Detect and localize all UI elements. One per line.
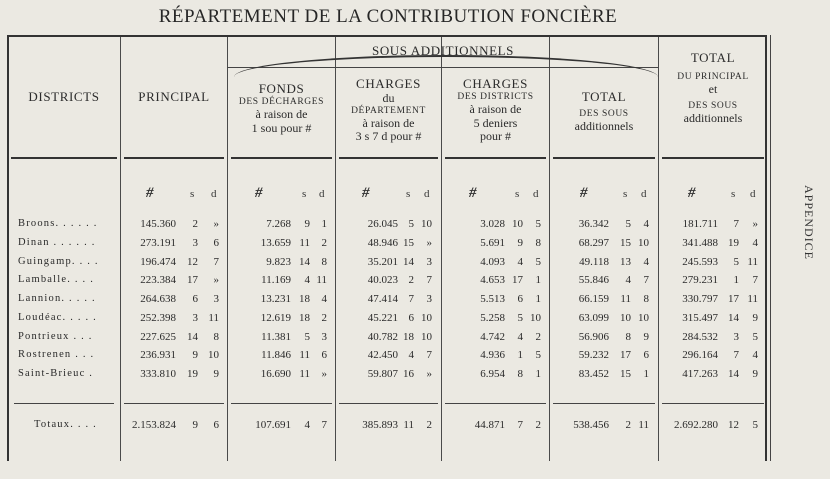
amount-deniers: 2	[321, 311, 327, 324]
amount-sous: 17	[512, 274, 523, 287]
unit-sous: s	[515, 188, 520, 200]
header-line: à raison de	[255, 106, 308, 121]
total-deniers: 11	[638, 419, 649, 431]
amount-sous: 19	[728, 236, 739, 249]
header-line: 3 s 7 d pour #	[355, 129, 422, 144]
amount-livres: 42.450	[367, 349, 398, 362]
header-principal: PRINCIPAL	[138, 89, 210, 104]
amount-sous: 6	[192, 293, 198, 305]
district-name: Lamballe. . . .	[18, 274, 95, 286]
amount-livres: 16.690	[260, 368, 291, 380]
unit-sous: s	[190, 188, 195, 200]
amount-deniers: 10	[638, 236, 649, 249]
amount-sous: 14	[299, 255, 310, 268]
amount-deniers: 9	[213, 368, 219, 380]
amount-deniers: 1	[321, 218, 327, 230]
amount-livres: 66.159	[578, 293, 609, 305]
header-line: additionnels	[574, 118, 634, 133]
amount-livres: 4.653	[480, 274, 505, 287]
side-label: APPENDICE	[802, 185, 816, 261]
amount-deniers: 10	[208, 349, 219, 362]
district-name: Saint-Brieuc .	[18, 368, 94, 379]
amount-deniers: »	[426, 368, 432, 380]
amount-sous: 13	[620, 255, 631, 268]
amount-livres: 284.532	[682, 330, 718, 343]
amount-sous: 6	[408, 311, 414, 324]
amount-livres: 252.398	[140, 311, 176, 324]
totals-rule	[662, 403, 764, 404]
amount-livres: 223.384	[140, 274, 176, 287]
amount-deniers: 8	[643, 293, 649, 305]
amount-livres: 11.381	[261, 330, 291, 343]
amount-sous: 11	[620, 293, 631, 305]
amount-livres: 40.782	[367, 330, 398, 343]
amount-sous: 2	[192, 218, 198, 230]
unit-livres: #	[469, 185, 477, 201]
district-name: Guingamp. . . .	[18, 255, 99, 267]
total-sous: 4	[304, 419, 310, 431]
header-line: DES DISTRICTS	[457, 91, 534, 102]
amount-deniers: 9	[752, 311, 758, 324]
amount-deniers: 1	[535, 274, 541, 287]
amount-sous: 18	[403, 330, 414, 343]
unit-livres: #	[146, 185, 154, 201]
header-line: DES SOUS	[579, 108, 629, 119]
amount-livres: 45.221	[367, 311, 398, 324]
amount-sous: 3	[733, 330, 739, 343]
header-rule	[662, 157, 764, 159]
amount-livres: 5.691	[480, 236, 505, 249]
header-sous-additionnels: SOUS ADDITIONNELS	[371, 43, 514, 58]
amount-deniers: 5	[535, 255, 541, 268]
header-rule	[231, 157, 332, 159]
amount-sous: 10	[512, 218, 523, 230]
header-rule	[339, 157, 438, 159]
amount-livres: 279.231	[682, 274, 718, 287]
amount-deniers: 11	[747, 255, 758, 268]
amount-deniers: 5	[535, 218, 541, 230]
amount-sous: 5	[625, 218, 631, 230]
amount-sous: 11	[299, 349, 310, 362]
amount-livres: 236.931	[140, 349, 176, 362]
total-sous: 11	[403, 419, 414, 431]
header-line: DES DÉCHARGES	[238, 96, 325, 107]
amount-deniers: »	[752, 218, 758, 230]
unit-deniers: d	[750, 188, 756, 200]
amount-deniers: 10	[421, 218, 432, 230]
amount-deniers: 5	[752, 330, 758, 343]
amount-deniers: 6	[213, 236, 219, 249]
amount-sous: 17	[620, 349, 631, 362]
amount-livres: 7.268	[266, 218, 291, 230]
total-livres: 2.692.280	[674, 419, 718, 431]
totals-rule	[553, 403, 655, 404]
amount-sous: 4	[517, 330, 523, 343]
unit-deniers: d	[211, 188, 217, 200]
amount-livres: 296.164	[682, 349, 718, 362]
amount-livres: 6.954	[480, 368, 505, 380]
amount-sous: 12	[187, 255, 198, 268]
header-line: DES SOUS	[688, 100, 738, 111]
unit-sous: s	[623, 188, 628, 200]
amount-livres: 315.497	[682, 311, 718, 324]
amount-sous: 8	[517, 368, 523, 380]
amount-deniers: 3	[321, 330, 327, 343]
amount-sous: 7	[733, 218, 739, 230]
unit-sous: s	[406, 188, 411, 200]
header-line: TOTAL	[581, 89, 627, 104]
amount-deniers: 2	[535, 330, 541, 343]
amount-deniers: 3	[426, 293, 432, 305]
unit-livres: #	[255, 185, 263, 201]
amount-deniers: 7	[426, 349, 432, 362]
amount-sous: 11	[299, 236, 310, 249]
amount-sous: 15	[620, 236, 631, 249]
amount-deniers: 6	[643, 349, 649, 362]
amount-deniers: 8	[321, 255, 327, 268]
amount-livres: 4.093	[480, 255, 505, 268]
total-deniers: 5	[752, 419, 758, 431]
totals-rule	[231, 403, 332, 404]
header-line: DÉPARTEMENT	[351, 105, 426, 116]
header-line: TOTAL	[690, 50, 736, 65]
amount-sous: 6	[517, 293, 523, 305]
total-livres: 107.691	[255, 419, 291, 431]
amount-sous: 5	[517, 311, 523, 324]
amount-deniers: 5	[535, 349, 541, 362]
totals-rule	[339, 403, 438, 404]
amount-livres: 330.797	[682, 293, 718, 305]
amount-sous: 17	[728, 293, 739, 305]
totals-rule	[445, 403, 546, 404]
amount-deniers: 11	[316, 274, 327, 287]
header-line: additionnels	[683, 110, 743, 125]
amount-livres: 11.169	[261, 274, 291, 287]
amount-sous: 15	[403, 236, 414, 249]
amount-sous: 14	[187, 330, 198, 343]
header-line: à raison de	[469, 101, 522, 116]
amount-deniers: 1	[535, 293, 541, 305]
amount-sous: 9	[517, 236, 523, 249]
amount-sous: 1	[517, 349, 523, 362]
total-livres: 538.456	[573, 419, 609, 431]
amount-sous: 5	[733, 255, 739, 268]
amount-livres: 26.045	[367, 218, 398, 230]
total-sous: 7	[517, 419, 523, 431]
amount-sous: 1	[733, 274, 739, 287]
header-line: CHARGES	[463, 76, 528, 91]
amount-deniers: 4	[643, 255, 649, 268]
amount-livres: 11.846	[261, 349, 291, 362]
district-name: Broons. . . . . .	[18, 218, 98, 229]
amount-deniers: 11	[208, 311, 219, 324]
unit-livres: #	[580, 185, 588, 201]
amount-deniers: 1	[535, 368, 541, 380]
amount-deniers: 2	[321, 236, 327, 249]
amount-livres: 273.191	[140, 236, 176, 249]
district-name: Loudéac. . . . .	[18, 311, 97, 323]
amount-sous: 4	[517, 255, 523, 268]
unit-sous: s	[302, 188, 307, 200]
amount-deniers: »	[321, 368, 327, 380]
amount-deniers: 10	[421, 330, 432, 343]
amount-deniers: 7	[752, 274, 758, 287]
amount-livres: 59.232	[578, 349, 609, 362]
header-total-sous	[550, 90, 658, 134]
amount-sous: 3	[192, 236, 198, 249]
amount-livres: 417.263	[682, 368, 718, 380]
header-charges-departement	[336, 77, 441, 144]
header-districts: DISTRICTS	[28, 89, 100, 104]
total-sous: 12	[728, 419, 739, 431]
amount-deniers: 4	[752, 349, 758, 362]
amount-sous: 17	[187, 274, 198, 287]
amount-sous: 3	[192, 311, 198, 324]
amount-livres: 48.946	[367, 236, 398, 249]
amount-sous: 5	[408, 218, 414, 230]
totals-label: Totaux. . . .	[34, 419, 97, 430]
total-sous: 2	[625, 419, 631, 431]
unit-deniers: d	[319, 188, 325, 200]
amount-deniers: 1	[643, 368, 649, 380]
amount-deniers: 10	[530, 311, 541, 324]
amount-sous: 16	[403, 368, 414, 380]
amount-sous: 2	[408, 274, 414, 287]
amount-deniers: 8	[535, 236, 541, 249]
amount-sous: 14	[403, 255, 414, 268]
unit-deniers: d	[424, 188, 430, 200]
amount-livres: 55.846	[578, 274, 609, 287]
total-deniers: 2	[426, 419, 432, 431]
header-line: et	[708, 81, 718, 96]
amount-sous: 5	[304, 330, 310, 343]
amount-deniers: 8	[213, 330, 219, 343]
amount-livres: 4.742	[480, 330, 505, 343]
amount-sous: 11	[299, 368, 310, 380]
amount-livres: 40.023	[367, 274, 398, 287]
amount-deniers: 4	[643, 218, 649, 230]
header-charges-districts	[442, 77, 549, 144]
amount-livres: 341.488	[682, 236, 718, 249]
amount-livres: 36.342	[578, 218, 609, 230]
district-name: Pontrieux . . .	[18, 330, 93, 342]
amount-sous: 19	[187, 368, 198, 380]
amount-deniers: 9	[752, 368, 758, 380]
amount-deniers: 7	[643, 274, 649, 287]
amount-livres: 49.118	[579, 255, 609, 268]
amount-livres: 47.414	[367, 293, 398, 305]
header-rule	[11, 157, 117, 159]
table-frame-right-rule	[770, 35, 771, 461]
page-title: RÉPARTEMENT DE LA CONTRIBUTION FONCIÈRE	[158, 6, 618, 27]
amount-deniers: 4	[752, 236, 758, 249]
amount-sous: 10	[620, 311, 631, 324]
header-line: DU PRINCIPAL	[677, 71, 749, 82]
amount-livres: 59.807	[367, 368, 398, 380]
total-deniers: 6	[213, 419, 219, 431]
amount-livres: 35.201	[367, 255, 398, 268]
amount-deniers: 7	[426, 274, 432, 287]
amount-deniers: 3	[426, 255, 432, 268]
amount-sous: 8	[625, 330, 631, 343]
header-line: FONDS	[258, 81, 305, 96]
amount-livres: 5.513	[480, 293, 505, 305]
header-rule	[124, 157, 224, 159]
amount-deniers: 3	[213, 293, 219, 305]
amount-livres: 333.810	[140, 368, 176, 380]
amount-livres: 264.638	[140, 293, 176, 305]
total-deniers: 7	[321, 419, 327, 431]
district-name: Dinan . . . . . .	[18, 236, 96, 248]
amount-sous: 7	[408, 293, 414, 305]
amount-livres: 12.619	[260, 311, 291, 324]
amount-livres: 145.360	[140, 218, 176, 230]
amount-livres: 3.028	[480, 218, 505, 230]
totals-rule	[124, 403, 224, 404]
amount-sous: 9	[304, 218, 310, 230]
amount-deniers: 6	[321, 349, 327, 362]
total-livres: 2.153.824	[132, 419, 176, 431]
total-livres: 385.893	[362, 419, 398, 431]
amount-deniers: 11	[747, 293, 758, 305]
amount-sous: 4	[304, 274, 310, 287]
header-rule	[445, 157, 546, 159]
amount-sous: 14	[728, 311, 739, 324]
totals-rule	[14, 403, 114, 404]
amount-livres: 83.452	[578, 368, 609, 380]
amount-deniers: 10	[421, 311, 432, 324]
amount-livres: 13.231	[260, 293, 291, 305]
amount-livres: 13.659	[260, 236, 291, 249]
unit-deniers: d	[641, 188, 647, 200]
unit-livres: #	[362, 185, 370, 201]
amount-deniers: »	[213, 274, 219, 287]
amount-livres: 196.474	[140, 255, 176, 268]
amount-livres: 227.625	[140, 330, 176, 343]
amount-sous: 15	[620, 368, 631, 380]
amount-livres: 9.823	[266, 255, 291, 268]
total-sous: 9	[192, 419, 198, 431]
header-rule	[553, 157, 655, 159]
amount-livres: 5.258	[480, 311, 505, 324]
amount-sous: 4	[625, 274, 631, 287]
district-name: Lannion. . . . .	[18, 293, 96, 304]
header-line: pour #	[480, 129, 511, 144]
total-deniers: 2	[535, 419, 541, 431]
amount-sous: 7	[733, 349, 739, 362]
amount-deniers: 9	[643, 330, 649, 343]
header-line: 1 sou pour #	[251, 120, 312, 135]
amount-sous: 14	[728, 368, 739, 380]
header-line: du	[382, 90, 395, 105]
header-line: à raison de	[362, 115, 415, 130]
amount-sous: 18	[299, 293, 310, 305]
amount-livres: 181.711	[682, 218, 718, 230]
amount-livres: 63.099	[578, 311, 609, 324]
amount-sous: 9	[192, 349, 198, 362]
amount-livres: 68.297	[578, 236, 609, 249]
amount-livres: 4.936	[480, 349, 505, 362]
amount-deniers: 7	[213, 255, 219, 268]
amount-livres: 245.593	[682, 255, 718, 268]
header-line: 5 deniers	[473, 115, 518, 130]
header-fonds	[228, 82, 335, 135]
header-line: CHARGES	[356, 76, 421, 91]
total-livres: 44.871	[474, 419, 505, 431]
unit-deniers: d	[533, 188, 539, 200]
amount-deniers: 10	[638, 311, 649, 324]
unit-sous: s	[731, 188, 736, 200]
header-total-principal	[659, 51, 767, 125]
amount-sous: 18	[299, 311, 310, 324]
amount-deniers: 4	[321, 293, 327, 305]
amount-deniers: »	[426, 236, 432, 249]
district-name: Rostrenen . . .	[18, 349, 95, 361]
amount-sous: 4	[408, 349, 414, 362]
unit-livres: #	[688, 185, 696, 201]
amount-livres: 56.906	[578, 330, 609, 343]
amount-deniers: »	[213, 218, 219, 230]
